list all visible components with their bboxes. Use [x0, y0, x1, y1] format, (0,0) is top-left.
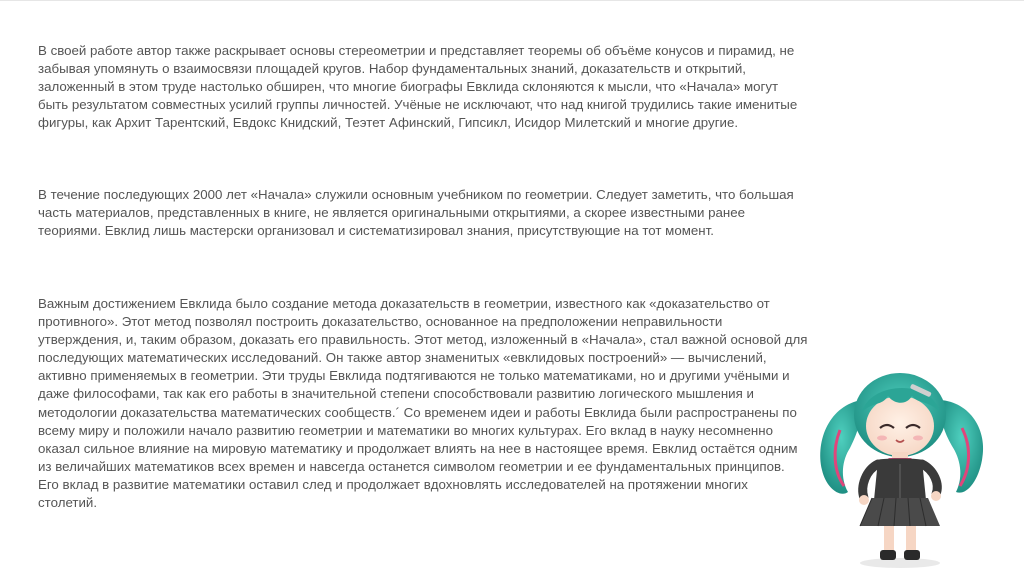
- paragraph-stereometry: В своей работе автор также раскрывает основы стереометрии и представляет теоремы об объёме конусов и пирамид, не забывая упомянуть о взаимосвязи площадей кругов. Набор фундаментальных знаний, доказательств и открытий, заложенный в этом труде настолько обширен, что многие биографы Евклида склоняются к мысли, что «Начала» могут быть результатом совместных усилий группы личностей. Учёные не исключают, что над книгой трудились такие именитые фигуры, как Архит Тарентский, Евдокс Книдский, Теэтет Афинский, Гипсикл, Исидор Милетский и многие другие.: [38, 43, 798, 131]
- paragraph-proof-by-contradiction: Важным достижением Евклида было создание метода доказательств в геометрии, известного как «доказательство от противного». Этот метод позволял построить доказательство, основанное на предположении неправильности утверждения, и, таким образом, доказать его правильность. Этот метод, изложенный в «Начала», стал важной основой для последующих математических исследований. Он также автор знаменитых «евклидовых построений» — вычислений, активно применяемых в геометрии. Эти труды Евклида подтягиваются не только математиками, но и другими учёными и даже философами, так как его работы в значительной степени способствовали развитию логического мышления и методологии доказательства математических сообществ.´ Со временем идеи и работы Евклида были распространены по всему миру и положили начало развитию геометрии и математики во многих культурах. Его вклад в науку несомненно оказал сильное влияние на мировую математику и продолжает влиять на нее в настоящее время. Евклид остаётся одним из величайших математиков всех времен и навсегда останется символом геометрии и ее фундаментальных принципов. Его вклад в развитие математики оставил след и продолжает вдохновлять исследователей на протяжении многих столетий.: [38, 296, 808, 511]
- anime-figurine-image: [800, 360, 1000, 570]
- paragraph-elements-textbook: В течение последующих 2000 лет «Начала» служили основным учебником по геометрии. Следует заметить, что большая часть материалов, представленных в книге, не является оригинальными открытиями, а скорее известными ранее теориями. Евклид лишь мастерски организовал и систематизировал знания, присутствующие на тот момент.: [38, 187, 794, 239]
- top-divider: [0, 0, 1024, 1]
